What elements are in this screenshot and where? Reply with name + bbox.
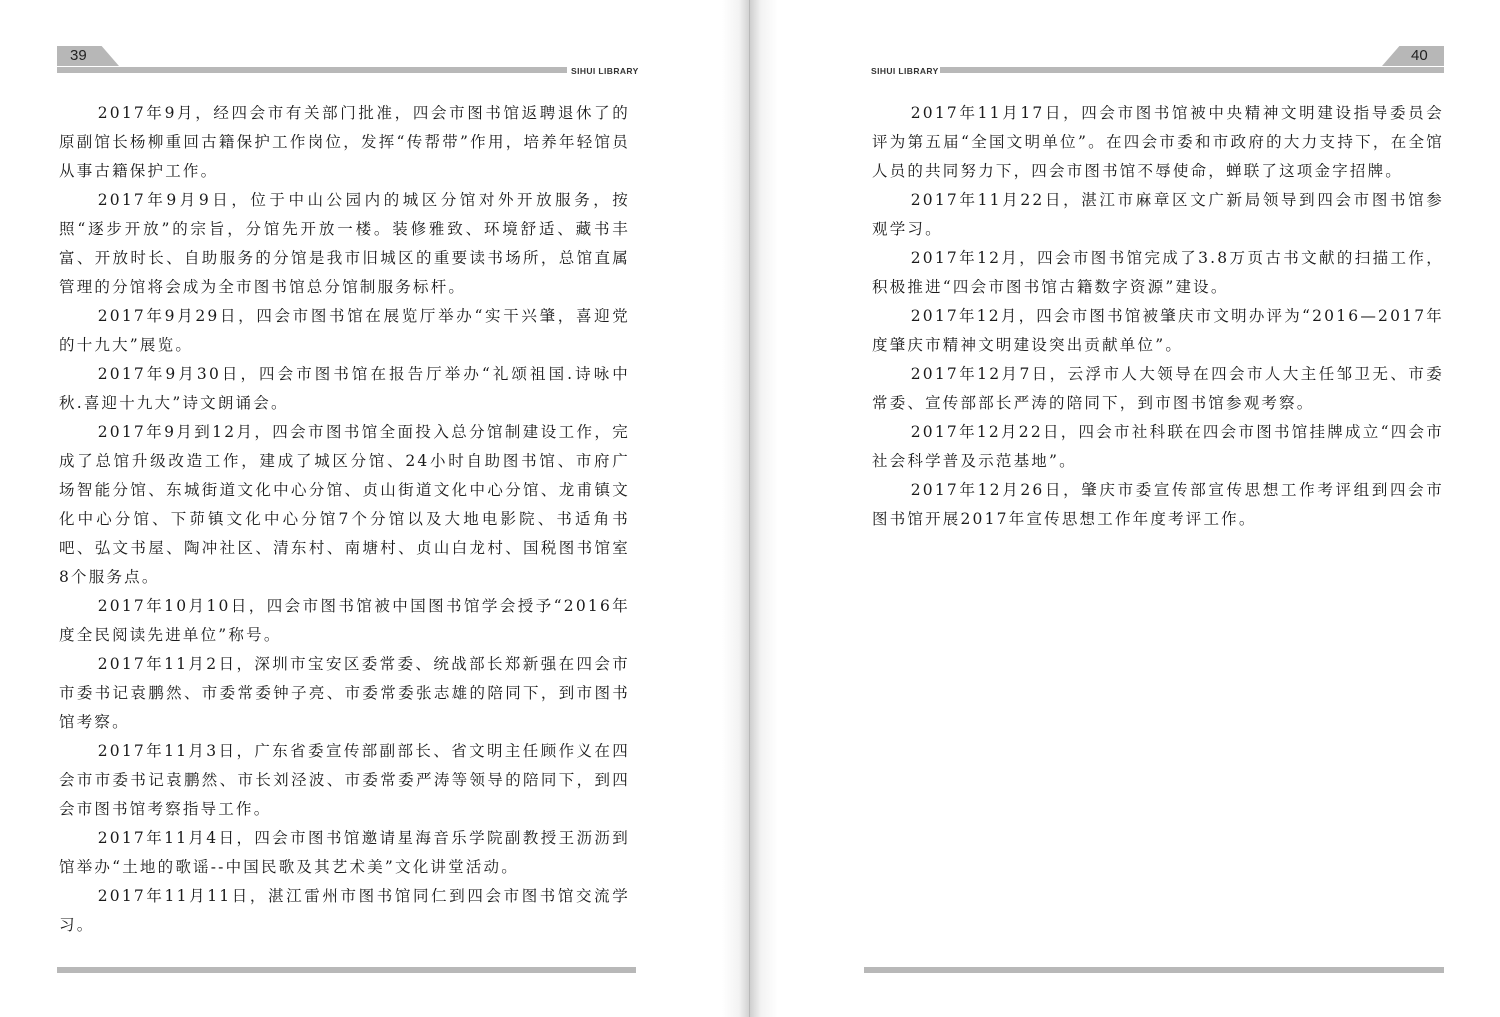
- running-header: SIHUI LIBRARY: [571, 66, 639, 76]
- paragraph: 2017年9月9日，位于中山公园内的城区分馆对外开放服务，按照“逐步开放”的宗旨，分馆先开放一楼。装修雅致、环境舒适、藏书丰富、开放时长、自助服务的分馆是我市旧城区的重要读书场所，总馆直属管理的分馆将会成为全市图书馆总分馆制服务标杆。: [59, 191, 630, 296]
- gutter-shadow-right: [750, 0, 778, 1017]
- paragraph: 2017年12月26日，肇庆市委宣传部宣传思想工作考评组到四会市图书馆开展2017年宣传思想工作年度考评工作。: [872, 481, 1444, 528]
- paragraph: 2017年12月，四会市图书馆被肇庆市文明办评为“2016—2017年度肇庆市精神文明建设突出贡献单位”。: [872, 307, 1444, 354]
- header-rule: [940, 67, 1444, 73]
- paragraph: 2017年11月17日，四会市图书馆被中央精神文明建设指导委员会评为第五届“全国文明单位”。在四会市委和市政府的大力支持下，在全馆人员的共同努力下，四会市图书馆不辱使命，蝉联了这项金字招牌。: [872, 104, 1444, 180]
- right-page: [750, 0, 1500, 1017]
- paragraph: 2017年11月3日，广东省委宣传部副部长、省文明主任顾作义在四会市市委书记袁鹏然、市长刘泾波、市委常委严涛等领导的陪同下，到四会市图书馆考察指导工作。: [59, 742, 630, 818]
- paragraph: 2017年9月30日，四会市图书馆在报告厅举办“礼颂祖国.诗咏中秋.喜迎十九大”诗文朗诵会。: [59, 365, 630, 412]
- paragraph: 2017年10月10日，四会市图书馆被中国图书馆学会授予“2016年度全民阅读先进单位”称号。: [59, 597, 630, 644]
- gutter-shadow-left: [722, 0, 750, 1017]
- body-text: [59, 99, 630, 940]
- paragraph: 2017年9月29日，四会市图书馆在展览厅举办“实干兴肇，喜迎党的十九大”展览。: [59, 307, 630, 354]
- paragraph: 2017年9月到12月，四会市图书馆全面投入总分馆制建设工作，完成了总馆升级改造工作，建成了城区分馆、24小时自助图书馆、市府广场智能分馆、东城街道文化中心分馆、贞山街道文化中心分馆、龙甫镇文化中心分馆、下茆镇文化中心分馆7个分馆以及大地电影院、书适角书吧、弘文书屋、陶冲社区、清东村、南塘村、贞山白龙村、国税图书馆室8个服务点。: [59, 423, 630, 586]
- page-number-tab: [57, 46, 119, 66]
- paragraph: 2017年9月，经四会市有关部门批准，四会市图书馆返聘退休了的原副馆长杨柳重回古籍保护工作岗位，发挥“传帮带”作用，培养年轻馆员从事古籍保护工作。: [59, 104, 630, 180]
- header-rule: [57, 67, 567, 73]
- paragraph: 2017年11月4日，四会市图书馆邀请星海音乐学院副教授王沥沥到馆举办“土地的歌谣--中国民歌及其艺术美”文化讲堂活动。: [59, 829, 630, 876]
- footer-rule: [57, 967, 636, 973]
- paragraph: 2017年12月，四会市图书馆完成了3.8万页古书文献的扫描工作，积极推进“四会市图书馆古籍数字资源”建设。: [872, 249, 1444, 296]
- running-header: SIHUI LIBRARY: [871, 66, 939, 76]
- page-number: 40: [1411, 47, 1428, 64]
- paragraph: 2017年11月22日，湛江市麻章区文广新局领导到四会市图书馆参观学习。: [872, 191, 1444, 238]
- paragraph: 2017年11月11日，湛江雷州市图书馆同仁到四会市图书馆交流学习。: [59, 887, 630, 934]
- paragraph: 2017年12月7日，云浮市人大领导在四会市人大主任邹卫无、市委常委、宣传部部长严涛的陪同下，到市图书馆参观考察。: [872, 365, 1444, 412]
- footer-rule: [864, 967, 1444, 973]
- page-number: 39: [70, 47, 87, 64]
- spine-fold: [749, 0, 750, 1017]
- paragraph: 2017年11月2日，深圳市宝安区委常委、统战部长郑新强在四会市市委书记袁鹏然、市委常委钟子亮、市委常委张志雄的陪同下，到市图书馆考察。: [59, 655, 630, 731]
- paragraph: 2017年12月22日，四会市社科联在四会市图书馆挂牌成立“四会市社会科学普及示范基地”。: [872, 423, 1444, 470]
- body-text: [872, 99, 1444, 534]
